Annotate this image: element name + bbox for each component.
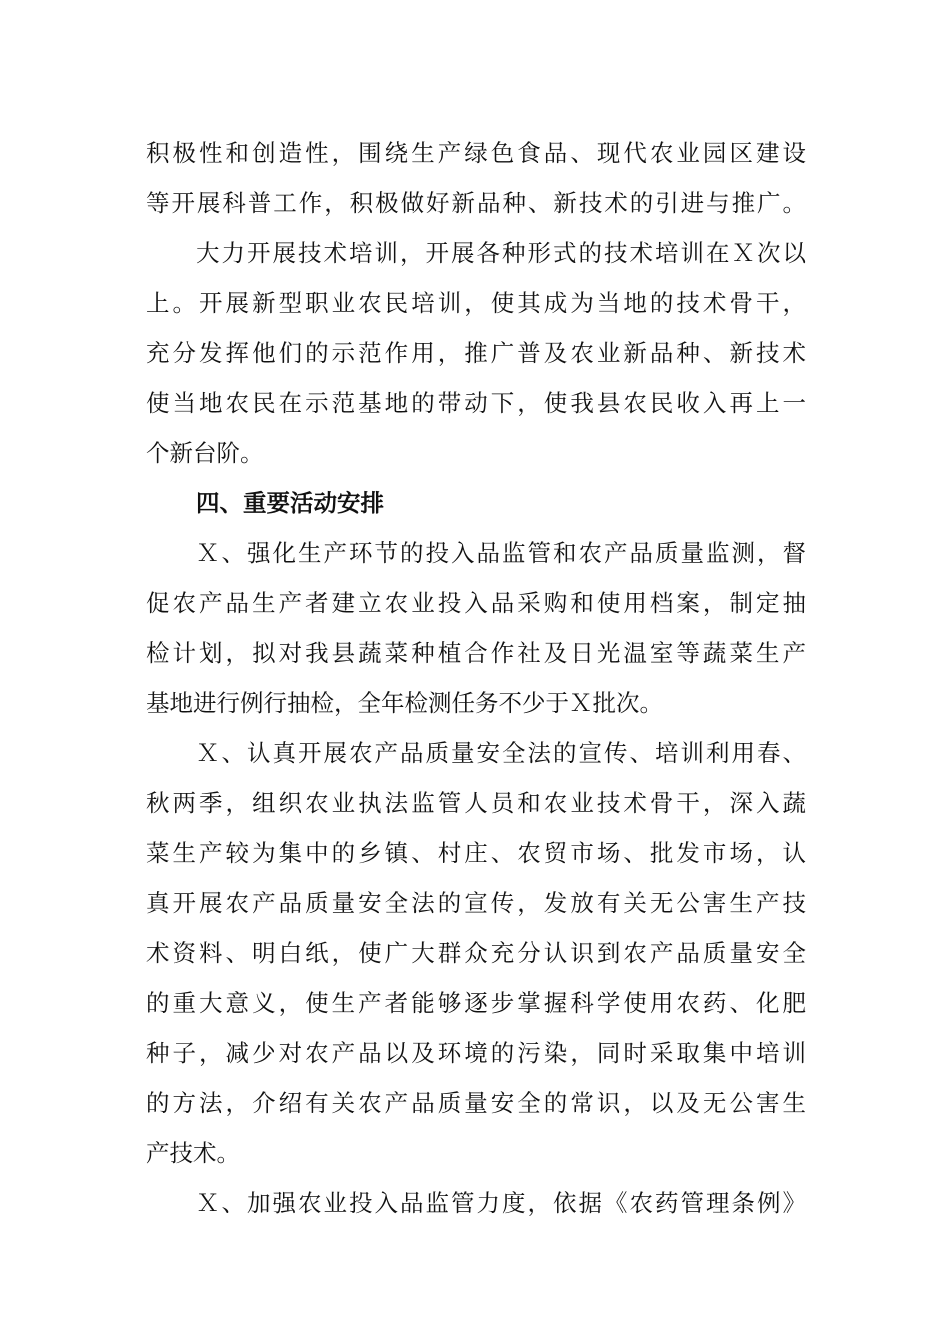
- paragraph-line: 促农产品生产者建立农业投入品采购和使用档案，制定抽: [146, 589, 806, 617]
- paragraph-line: 产技术。: [146, 1139, 240, 1167]
- paragraph-line: 真开展农产品质量安全法的宣传，发放有关无公害生产技: [146, 889, 806, 917]
- paragraph-line: 基地进行例行抽检，全年检测任务不少于Ｘ批次。: [146, 689, 663, 717]
- paragraph-line: Ｘ、强化生产环节的投入品监管和农产品质量监测，督: [196, 539, 806, 567]
- paragraph-line: 充分发挥他们的示范作用，推广普及农业新品种、新技术: [146, 339, 806, 367]
- paragraph-line: 的方法，介绍有关农产品质量安全的常识，以及无公害生: [146, 1089, 806, 1117]
- paragraph-line: 个新台阶。: [146, 439, 264, 467]
- paragraph-line: 等开展科普工作，积极做好新品种、新技术的引进与推广。: [146, 189, 806, 217]
- paragraph-line: 上。开展新型职业农民培训，使其成为当地的技术骨干，: [146, 289, 806, 317]
- paragraph-line: 秋两季，组织农业执法监管人员和农业技术骨干，深入蔬: [146, 789, 806, 817]
- paragraph-line: 检计划，拟对我县蔬菜种植合作社及日光温室等蔬菜生产: [146, 639, 806, 667]
- paragraph-line: 积极性和创造性，围绕生产绿色食品、现代农业园区建设: [146, 139, 806, 167]
- paragraph-line: 种子，减少对农产品以及环境的污染，同时采取集中培训: [146, 1039, 806, 1067]
- paragraph-line: Ｘ、认真开展农产品质量安全法的宣传、培训利用春、: [196, 739, 806, 767]
- paragraph-line: 术资料、明白纸，使广大群众充分认识到农产品质量安全: [146, 939, 806, 967]
- section-heading: 四、重要活动安排: [196, 489, 384, 517]
- paragraph-line: 大力开展技术培训，开展各种形式的技术培训在Ｘ次以: [196, 239, 806, 267]
- paragraph-line: 的重大意义，使生产者能够逐步掌握科学使用农药、化肥: [146, 989, 806, 1017]
- paragraph-line: 使当地农民在示范基地的带动下，使我县农民收入再上一: [146, 389, 806, 417]
- paragraph-line: Ｘ、加强农业投入品监管力度，依据《农药管理条例》: [196, 1189, 806, 1217]
- paragraph-line: 菜生产较为集中的乡镇、村庄、农贸市场、批发市场，认: [146, 839, 806, 867]
